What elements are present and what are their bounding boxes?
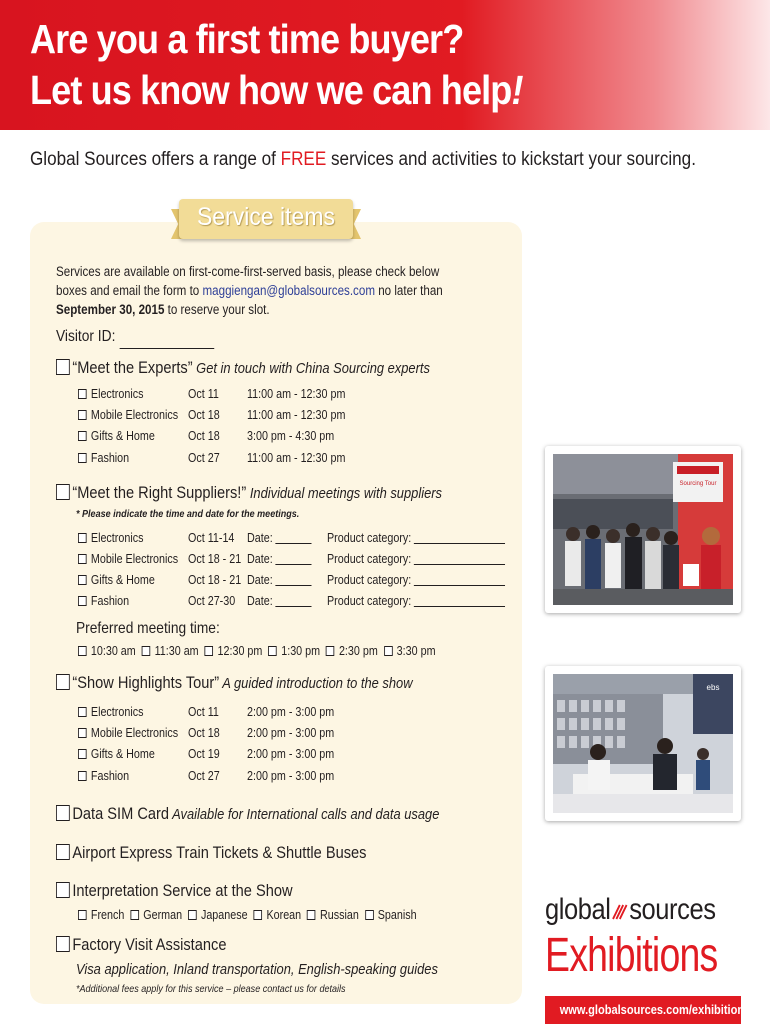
suppliers-note: * Please indicate the time and date for the meetings.: [76, 508, 300, 520]
visitor-id-field[interactable]: [119, 330, 214, 349]
buyer-meeting-image: [553, 674, 733, 813]
deadline-date: September 30, 2015: [56, 302, 165, 317]
interpretation-checkbox[interactable]: [56, 882, 70, 898]
service-items-ribbon: [171, 195, 361, 247]
global-sources-logo: [545, 893, 716, 927]
instructions-line-3: September 30, 2015 to reserve your slot.: [56, 302, 270, 317]
headline-line-1: Are you a first time buyer?: [30, 16, 464, 62]
experts-gifts-checkbox[interactable]: [78, 431, 87, 441]
factory-visit-heading: Factory Visit Assistance: [56, 935, 226, 955]
time-330-checkbox[interactable]: [384, 646, 393, 656]
time-230-checkbox[interactable]: [326, 646, 335, 656]
free-highlight: FREE: [280, 149, 327, 170]
factory-visit-note: *Additional fees apply for this service – please contact us for details: [76, 983, 346, 995]
svg-text:Sourcing Tour: Sourcing Tour: [679, 481, 717, 487]
time-1130-checkbox[interactable]: [142, 646, 151, 656]
meet-experts-checkbox[interactable]: [56, 359, 70, 375]
time-130-checkbox[interactable]: [268, 646, 277, 656]
suppliers-category-field[interactable]: [414, 564, 505, 565]
exhibitions-wordmark: Exhibitions: [545, 929, 718, 982]
ribbon-label: Service items: [196, 203, 336, 231]
lang-spanish-checkbox[interactable]: [365, 910, 374, 920]
svg-text:ebs: ebs: [706, 683, 720, 692]
suppliers-date-field[interactable]: [276, 543, 312, 544]
suppliers-mobile-checkbox[interactable]: [78, 554, 87, 564]
factory-visit-checkbox[interactable]: [56, 936, 70, 952]
logo-sources-text: sources: [629, 893, 716, 926]
logo-global-text: global: [545, 893, 611, 926]
suppliers-date-field[interactable]: [276, 564, 312, 565]
lang-french-checkbox[interactable]: [78, 910, 87, 920]
airport-checkbox[interactable]: [56, 844, 70, 860]
lang-russian-checkbox[interactable]: [307, 910, 316, 920]
experts-mobile-checkbox[interactable]: [78, 410, 87, 420]
suppliers-electronics-checkbox[interactable]: [78, 533, 87, 543]
intro-text: Global Sources offers a range of FREE services and activities to kickstart your sourcing.: [30, 149, 696, 170]
languages-row: French German Japanese Korean Russian Spanish: [78, 908, 472, 922]
suppliers-category-field[interactable]: [414, 585, 505, 586]
visitor-id-row: Visitor ID:: [56, 328, 240, 349]
expo-crowd-photo: [545, 446, 741, 613]
website-url-bar[interactable]: [545, 996, 751, 1024]
experts-fashion-checkbox[interactable]: [78, 453, 87, 463]
logo-stripes-icon: [611, 901, 628, 921]
sim-card-checkbox[interactable]: [56, 805, 70, 821]
meet-suppliers-checkbox[interactable]: [56, 484, 70, 500]
experts-electronics-checkbox[interactable]: [78, 389, 87, 399]
website-url[interactable]: www.globalsources.com/exhibitions: [559, 1002, 751, 1017]
tour-electronics-checkbox[interactable]: [78, 707, 87, 717]
suppliers-date-field[interactable]: [276, 606, 312, 607]
suppliers-gifts-checkbox[interactable]: [78, 575, 87, 585]
tour-fashion-checkbox[interactable]: [78, 771, 87, 781]
factory-visit-desc: Visa application, Inland transportation, English-speaking guides: [76, 961, 438, 978]
buyer-meeting-photo: [545, 666, 741, 821]
suppliers-category-field[interactable]: [414, 606, 505, 607]
lang-german-checkbox[interactable]: [130, 910, 139, 920]
headline-line-2: Let us know how we can help!: [30, 67, 523, 113]
expo-crowd-image: [553, 454, 733, 605]
lang-korean-checkbox[interactable]: [254, 910, 263, 920]
interpretation-heading: Interpretation Service at the Show: [56, 881, 293, 901]
contact-email-link[interactable]: maggiengan@globalsources.com: [202, 283, 375, 298]
instructions-line-1: Services are available on first-come-first-served basis, please check below: [56, 264, 440, 279]
header-banner: [0, 0, 770, 130]
preferred-times-row: 10:30 am 11:30 am 12:30 pm 1:30 pm 2:30 pm 3:30 pm: [78, 644, 494, 658]
sim-card-heading: Data SIM Card Available for International calls and data usage: [56, 804, 439, 824]
suppliers-date-field[interactable]: [276, 585, 312, 586]
suppliers-fashion-checkbox[interactable]: [78, 596, 87, 606]
show-tour-heading: “Show Highlights Tour” A guided introduction to the show: [56, 673, 413, 693]
time-1230-checkbox[interactable]: [205, 646, 214, 656]
buyer-meeting-illustration: [553, 674, 733, 813]
tour-mobile-checkbox[interactable]: [78, 728, 87, 738]
lang-japanese-checkbox[interactable]: [188, 910, 197, 920]
meet-experts-heading: “Meet the Experts” Get in touch with China Sourcing experts: [56, 358, 430, 378]
preferred-time-label: Preferred meeting time:: [76, 620, 220, 637]
meet-suppliers-heading: “Meet the Right Suppliers!” Individual meetings with suppliers: [56, 483, 442, 503]
tour-gifts-checkbox[interactable]: [78, 749, 87, 759]
show-tour-checkbox[interactable]: [56, 674, 70, 690]
airport-heading: Airport Express Train Tickets & Shuttle Buses: [56, 843, 366, 863]
expo-crowd-illustration: [553, 454, 733, 605]
time-1030-checkbox[interactable]: [78, 646, 87, 656]
suppliers-category-field[interactable]: [414, 543, 505, 544]
instructions-line-2: boxes and email the form to maggiengan@globalsources.com no later than: [56, 283, 443, 298]
